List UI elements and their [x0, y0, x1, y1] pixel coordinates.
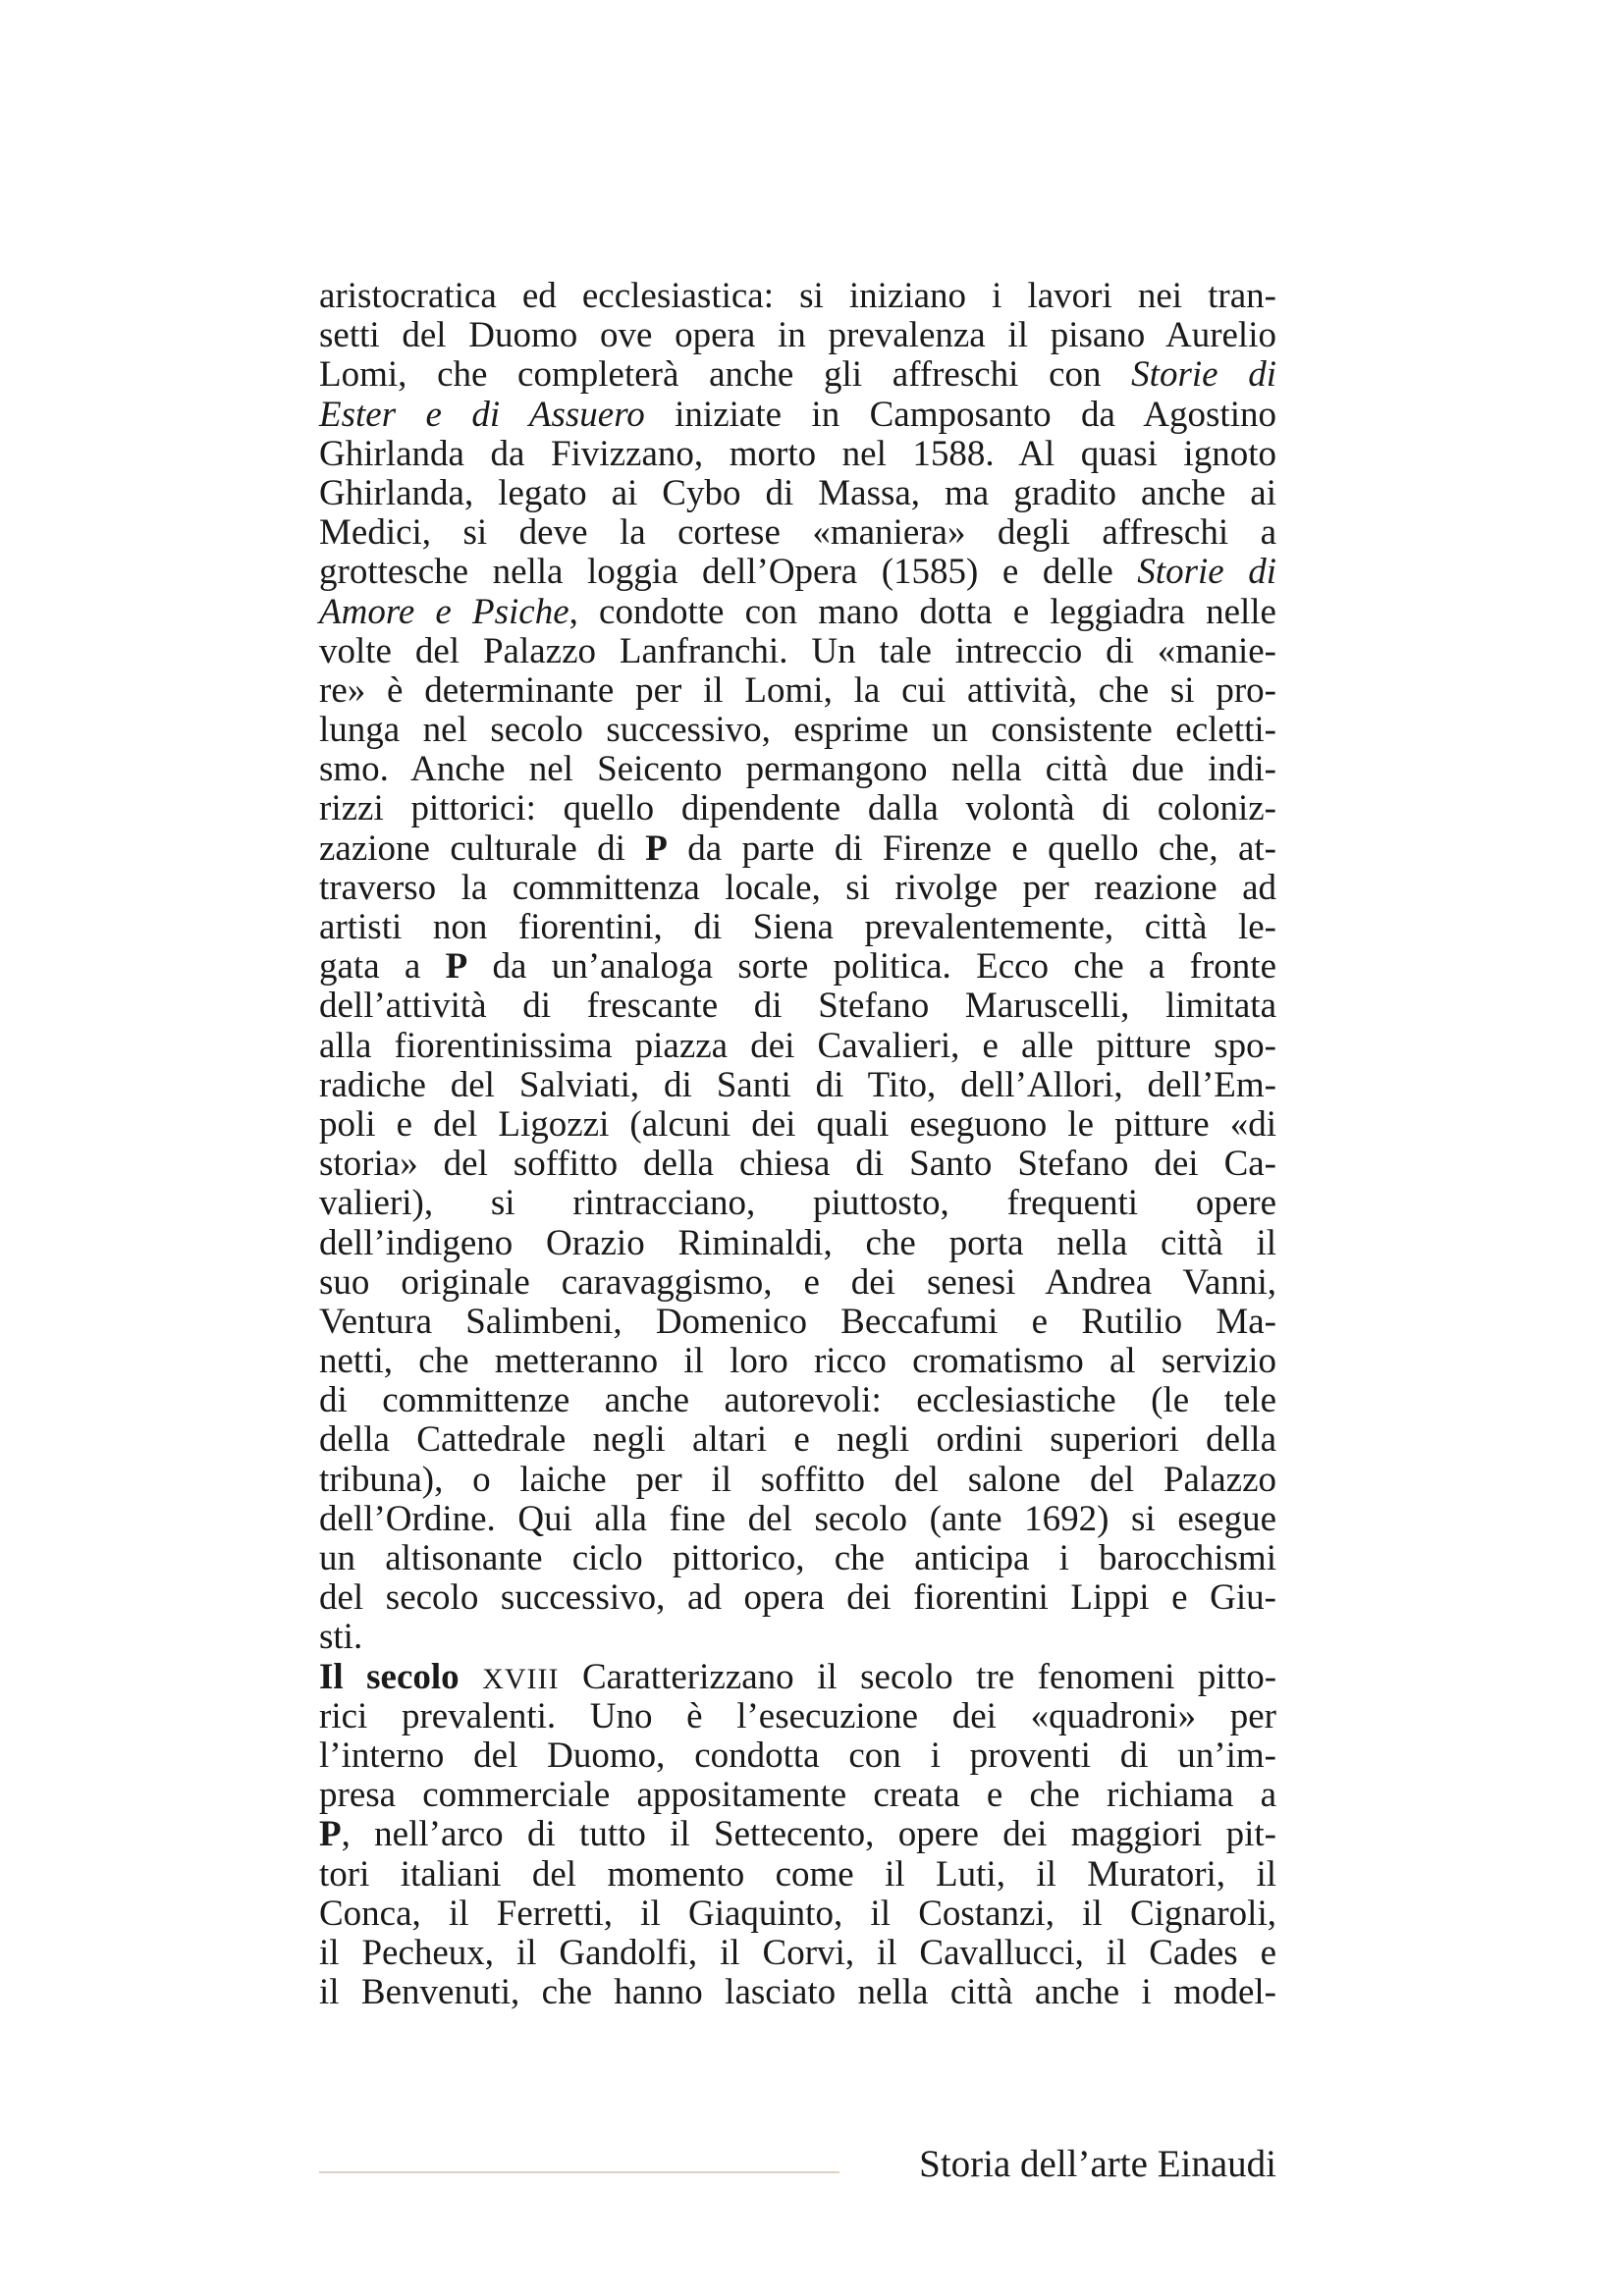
text-line: lunga nel secolo successivo, esprime un consistente ecletti-: [319, 710, 1276, 751]
text-line: aristocratica ed ecclesiastica: si iniziano i lavori nei tran-: [319, 276, 1276, 316]
text-line: Ghirlanda da Fivizzano, morto nel 1588. Al quasi ignoto: [319, 433, 1276, 474]
footer-rule: [319, 2171, 839, 2173]
text-line: il Pecheux, il Gandolfi, il Corvi, il Cavallucci, il Cades e: [319, 1932, 1276, 1973]
text-line: setti del Duomo ove opera in prevalenza il pisano Aurelio: [319, 315, 1276, 356]
text-line: rizzi pittorici: quello dipendente dalla volontà di coloniz-: [319, 788, 1276, 829]
text-line: Conca, il Ferretti, il Giaquinto, il Costanzi, il Cignaroli,: [319, 1893, 1276, 1934]
text-line: tori italiani del momento come il Luti, il Muratori, il: [319, 1853, 1276, 1895]
text-line: Ester e di Assuero iniziate in Camposanto da Agostino: [319, 394, 1276, 435]
text-line: dell’attività di frescante di Stefano Maruscelli, limitata: [319, 986, 1276, 1027]
text-line: storia» del soffitto della chiesa di Santo Stefano dei Ca-: [319, 1144, 1276, 1185]
text-line: re» è determinante per il Lomi, la cui attività, che si pro-: [319, 669, 1276, 711]
text-line: l’interno del Duomo, condotta con i proventi di un’im-: [319, 1735, 1276, 1776]
main-text: [319, 277, 1276, 2012]
text-line: dell’indigeno Orazio Riminaldi, che porta nella città il: [319, 1222, 1276, 1263]
text-line: Ventura Salimbeni, Domenico Beccafumi e Rutilio Ma-: [319, 1301, 1276, 1342]
text-line: il Benvenuti, che hanno lasciato nella città anche i model-: [319, 1972, 1276, 2013]
emphasis: P: [445, 946, 468, 988]
text-line: volte del Palazzo Lanfranchi. Un tale intreccio di «manie-: [319, 630, 1276, 671]
text-line: Il secolo XVIII Caratterizzano il secolo tre fenomeni pitto-: [319, 1656, 1277, 1697]
text-line: della Cattedrale negli altari e negli ordini superiori della: [319, 1419, 1276, 1461]
text-line: netti, che metteranno il loro ricco cromatismo al servizio: [319, 1341, 1276, 1382]
text-line: alla fiorentinissima piazza dei Cavalieri, e alle pitture spo-: [319, 1025, 1276, 1066]
text-line: rici prevalenti. Uno è l’esecuzione dei «quadroni» per: [319, 1695, 1276, 1736]
text-line: tribuna), o laiche per il soffitto del salone del Palazzo: [319, 1459, 1276, 1500]
text-line: poli e del Ligozzi (alcuni dei quali eseguono le pitture «di: [319, 1103, 1276, 1145]
page-footer: [319, 2140, 1276, 2189]
text-line: valieri), si rintracciano, piuttosto, frequenti opere: [319, 1183, 1276, 1224]
century-numeral: XVIII: [482, 1662, 560, 1695]
text-line: suo originale caravaggismo, e dei senesi Andrea Vanni,: [319, 1261, 1276, 1303]
text-line: Lomi, che completerà anche gli affreschi con Storie di: [319, 354, 1276, 396]
text-line: radiche del Salviati, di Santi di Tito, dell’Allori, dell’Em-: [319, 1064, 1276, 1105]
emphasis: P: [645, 828, 668, 869]
emphasis: Ester e di Assuero: [319, 394, 645, 435]
text-line: Amore e Psiche, condotte con mano dotta e leggiadra nelle: [319, 591, 1276, 632]
text-line: del secolo successivo, ad opera dei fiorentini Lippi e Giu-: [319, 1577, 1276, 1619]
emphasis: Amore e Psiche: [319, 591, 569, 632]
text-line: gata a P da un’analoga sorte politica. Ecco che a fronte: [319, 946, 1277, 988]
text-line: traverso la committenza locale, si rivolge per reazione ad: [319, 867, 1276, 908]
text-line: zazione culturale di P da parte di Firenze e quello che, at-: [319, 828, 1276, 869]
footer-title: Storia dell’arte Einaudi: [919, 2143, 1276, 2185]
text-line: grottesche nella loggia dell’Opera (1585) e delle Storie di: [319, 552, 1276, 593]
text-line: Medici, si deve la cortese «maniera» degli affreschi a: [319, 512, 1276, 554]
text-line: presa commerciale appositamente creata e che richiama a: [319, 1775, 1276, 1816]
text-line: smo. Anche nel Seicento permangono nella città due indi-: [319, 749, 1276, 790]
emphasis: P: [319, 1814, 342, 1855]
text-line: di committenze anche autorevoli: ecclesiastiche (le tele: [319, 1380, 1276, 1421]
text-line: un altisonante ciclo pittorico, che anticipa i barocchismi: [319, 1538, 1276, 1578]
text-line: dell’Ordine. Qui alla fine del secolo (ante 1692) si esegue: [319, 1498, 1276, 1539]
emphasis: Storie di: [1131, 354, 1276, 396]
text-line: Ghirlanda, legato ai Cybo di Massa, ma gradito anche ai: [319, 472, 1276, 513]
emphasis: Storie di: [1137, 552, 1276, 593]
emphasis: Il secolo: [319, 1656, 460, 1697]
text-line: P, nell’arco di tutto il Settecento, opere dei maggiori pit-: [319, 1814, 1276, 1855]
text-line: artisti non fiorentini, di Siena prevalentemente, città le-: [319, 907, 1276, 947]
text-line: sti.: [319, 1617, 363, 1658]
